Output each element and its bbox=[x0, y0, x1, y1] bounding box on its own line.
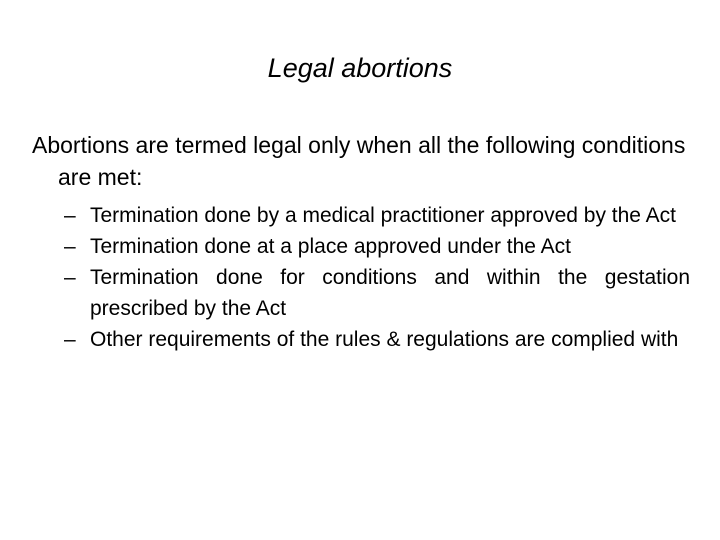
condition-item bbox=[62, 200, 690, 231]
dash-marker: – bbox=[64, 204, 76, 227]
condition-text: Other requirements of the rules & regulations are complied with bbox=[90, 328, 679, 351]
condition-item bbox=[62, 262, 690, 324]
condition-text: Termination done at a place approved under the Act bbox=[90, 235, 571, 258]
condition-text: Termination done by a medical practitioner approved by the Act bbox=[90, 204, 677, 227]
conditions-list bbox=[62, 200, 690, 355]
condition-item bbox=[62, 324, 690, 355]
dash-marker: – bbox=[64, 266, 76, 289]
dash-marker: – bbox=[64, 235, 76, 258]
slide-title: Legal abortions bbox=[267, 53, 453, 83]
intro-text: Abortions are termed legal only when all the following conditions are met: bbox=[32, 132, 686, 190]
condition-item bbox=[62, 231, 690, 262]
dash-marker: – bbox=[64, 328, 76, 351]
condition-text: Termination done for conditions and within the gestation prescribed by the Act bbox=[90, 266, 690, 320]
